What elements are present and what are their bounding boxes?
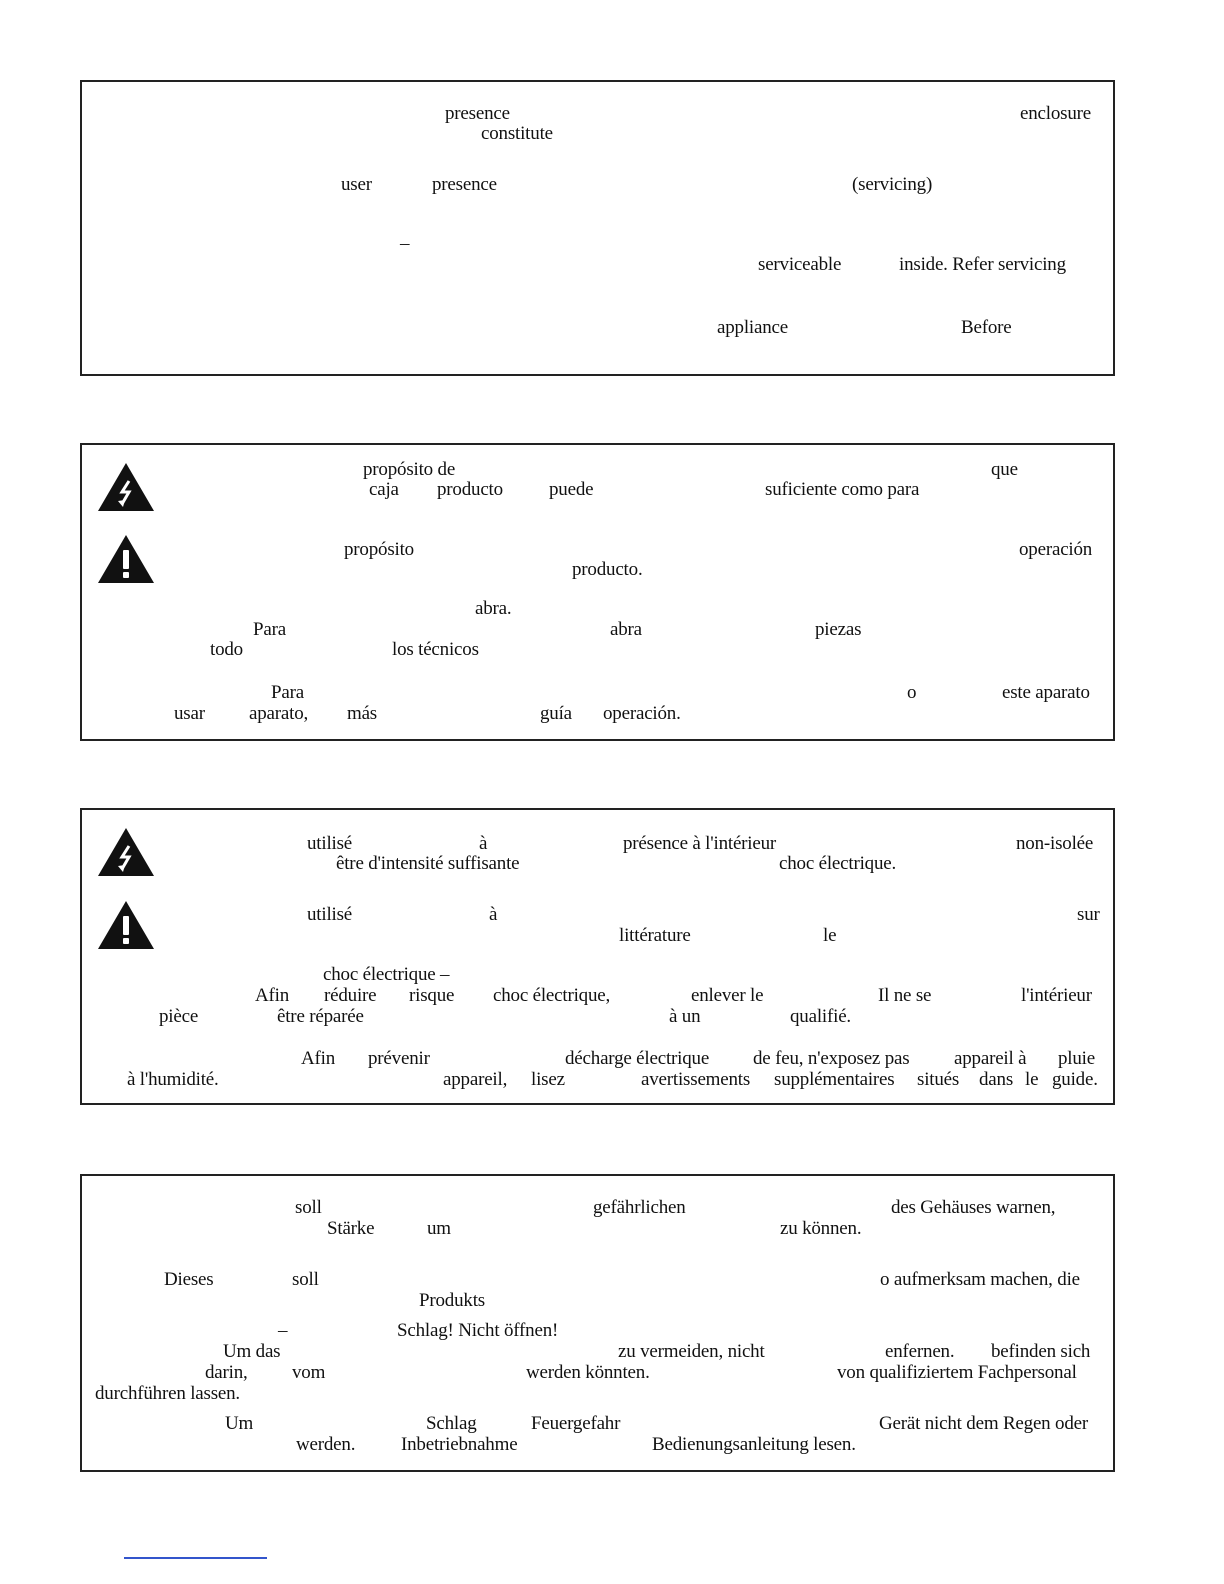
word: los técnicos (392, 639, 479, 660)
word: Afin (301, 1048, 336, 1069)
word: werden. (296, 1434, 356, 1455)
word: des Gehäuses warnen, (891, 1197, 1056, 1218)
word: propósito (344, 539, 414, 560)
word: Para (271, 682, 304, 703)
word: más (347, 703, 378, 724)
word: Um das (223, 1341, 281, 1362)
word: à un (669, 1006, 701, 1027)
word: caja (369, 479, 399, 500)
word: von qualifiziertem Fachpersonal (837, 1362, 1077, 1383)
word: appliance (717, 317, 788, 338)
word: – (400, 233, 410, 254)
word: Feuergefahr (531, 1413, 621, 1434)
word: être d'intensité suffisante (336, 853, 520, 874)
word: producto. (572, 559, 643, 580)
word: o aufmerksam machen, die (880, 1269, 1080, 1290)
word: este aparato (1002, 682, 1090, 703)
word: soll (295, 1197, 322, 1218)
word: avertissements (641, 1069, 751, 1090)
word: le (823, 925, 837, 946)
word: à (489, 904, 498, 925)
word: appareil à (954, 1048, 1027, 1069)
word: risque (409, 985, 455, 1006)
word: à l'humidité. (127, 1069, 219, 1090)
word: serviceable (758, 254, 842, 275)
word: dans (979, 1069, 1014, 1090)
word: enclosure (1020, 103, 1091, 124)
word: zu können. (780, 1218, 862, 1239)
word: propósito de (363, 459, 456, 480)
word: user (341, 174, 372, 195)
word: littérature (619, 925, 691, 946)
word: todo (210, 639, 243, 660)
word: Para (253, 619, 286, 640)
word: sur (1077, 904, 1100, 925)
word: Before (961, 317, 1012, 338)
english-safety-box (80, 80, 1115, 376)
word: le (1025, 1069, 1039, 1090)
word: vom (292, 1362, 326, 1383)
word: (servicing) (852, 174, 933, 195)
word: Um (225, 1413, 254, 1434)
word: Stärke (327, 1218, 375, 1239)
word: um (427, 1218, 451, 1239)
word: Gerät nicht dem Regen oder (879, 1413, 1088, 1434)
word: choc électrique – (323, 964, 450, 985)
word: à (479, 833, 488, 854)
word: piezas (815, 619, 862, 640)
lightning-bolt-triangle-icon (96, 461, 156, 513)
word: abra (610, 619, 642, 640)
word: présence à l'intérieur (623, 833, 777, 854)
word: Il ne se (878, 985, 932, 1006)
word: operación (1019, 539, 1093, 560)
word: guide. (1052, 1069, 1098, 1090)
word: inside. Refer servicing (899, 254, 1066, 275)
word: usar (174, 703, 205, 724)
word: décharge électrique (565, 1048, 710, 1069)
word: abra. (475, 598, 512, 619)
word: situés (917, 1069, 960, 1090)
word: guía (540, 703, 572, 724)
word: constitute (481, 123, 553, 144)
word: darin, (205, 1362, 248, 1383)
word: utilisé (307, 833, 353, 854)
word: operación. (603, 703, 681, 724)
word: lisez (531, 1069, 565, 1090)
word: choc électrique. (779, 853, 897, 874)
word: soll (292, 1269, 319, 1290)
spanish-safety-box (80, 443, 1115, 741)
word: presence (445, 103, 510, 124)
german-safety-box (80, 1174, 1115, 1472)
exclamation-triangle-icon (96, 899, 156, 951)
lightning-bolt-triangle-icon (96, 826, 156, 878)
exclamation-triangle-icon (96, 533, 156, 585)
word: befinden sich (991, 1341, 1091, 1362)
word: utilisé (307, 904, 353, 925)
word: être réparée (277, 1006, 364, 1027)
word: Afin (255, 985, 290, 1006)
word: werden könnten. (526, 1362, 650, 1383)
word: durchführen lassen. (95, 1383, 240, 1404)
word: qualifié. (790, 1006, 851, 1027)
word: presence (432, 174, 497, 195)
word: gefährlichen (593, 1197, 686, 1218)
french-safety-box (80, 808, 1115, 1105)
word: que (991, 459, 1018, 480)
word: Schlag (426, 1413, 477, 1434)
word: Schlag! Nicht öffnen! (397, 1320, 559, 1341)
word: – (278, 1320, 288, 1341)
word: enlever le (691, 985, 764, 1006)
word: o (907, 682, 917, 703)
word: appareil, (443, 1069, 508, 1090)
word: supplémentaires (774, 1069, 895, 1090)
word: non-isolée (1016, 833, 1094, 854)
word: Inbetriebnahme (401, 1434, 518, 1455)
word: choc électrique, (493, 985, 611, 1006)
word: zu vermeiden, nicht (618, 1341, 765, 1362)
word: producto (437, 479, 503, 500)
word: aparato, (249, 703, 309, 724)
word: Produkts (419, 1290, 485, 1311)
footer-rule (124, 1557, 267, 1559)
word: pièce (159, 1006, 199, 1027)
word: de feu, n'exposez pas (753, 1048, 910, 1069)
word: suficiente como para (765, 479, 920, 500)
word: Bedienungsanleitung lesen. (652, 1434, 856, 1455)
word: pluie (1058, 1048, 1095, 1069)
word: puede (549, 479, 594, 500)
word: l'intérieur (1021, 985, 1092, 1006)
word: enfernen. (885, 1341, 955, 1362)
word: Dieses (164, 1269, 214, 1290)
word: prévenir (368, 1048, 430, 1069)
word: réduire (324, 985, 377, 1006)
